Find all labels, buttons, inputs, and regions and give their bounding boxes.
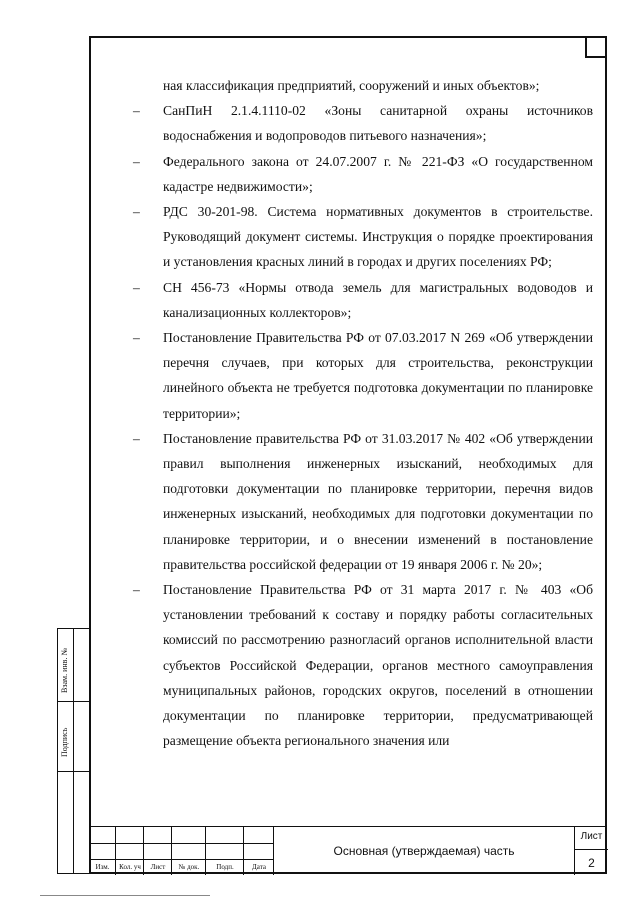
list-item-text: Постановление Правительства РФ от 07.03.2017 N 269 «Об утверждении перечня случаев, при которых для строительства, реконструкции линейного объекта не требуется подготовка документации по планировке территории»; (163, 330, 593, 421)
normative-list (113, 98, 593, 753)
list-item (113, 275, 593, 325)
list-dash: – (133, 153, 140, 169)
list-item (113, 98, 593, 148)
bottom-line (40, 895, 210, 896)
document-title: Основная (утверждаемая) часть (333, 844, 515, 858)
list-item-text: Постановление правительства РФ от 31.03.2017 № 402 «Об утверждении правил выполнения инженерных изысканий, необходимых для подготовки документации по планировке территории, перечня видов инженерных изысканий, необходимых для подготовки документации по планировке территории, и о внесении изменений в постановление правительства российской федерации от 19 января 2006 г. № 20»; (163, 430, 593, 572)
side-stamp (57, 628, 89, 874)
list-item (113, 325, 593, 426)
stamp-header: Кол. уч (119, 863, 141, 871)
list-dash: – (133, 204, 140, 220)
list-dash: – (133, 430, 140, 446)
list-item (113, 149, 593, 199)
side-inv-label: Взам. инв. № (60, 647, 69, 693)
continuation-text: ная классификация предприятий, сооружений и иных объектов»; (163, 78, 540, 93)
list-dash: – (133, 582, 140, 598)
corner-box (585, 36, 607, 58)
list-dash: – (133, 330, 140, 346)
list-item-text: СанПиН 2.1.4.1110-02 «Зоны санитарной охраны источников водоснабжения и водопроводов питьевого назначения»; (163, 103, 593, 144)
list-dash: – (133, 103, 140, 119)
stamp-header: Изм. (95, 863, 110, 871)
list-item (113, 426, 593, 577)
sheet-label: Лист (580, 831, 603, 842)
stamp-header: № док. (178, 863, 200, 871)
sheet-number: 2 (588, 856, 595, 870)
list-item-text: Федерального закона от 24.07.2007 г. № 221-ФЗ «О государственном кадастре недвижимости»; (163, 153, 593, 194)
stamp-header: Дата (252, 863, 266, 871)
stamp-header: Подп. (216, 863, 234, 871)
list-dash: – (133, 279, 140, 295)
list-item (113, 199, 593, 275)
document-body (113, 73, 593, 753)
sheet-box (574, 827, 608, 875)
list-item-text: Постановление Правительства РФ от 31 марта 2017 г. № 403 «Об установлении требований к составу и порядку работы согласительных комиссий по рассмотрению разногласий органов исполнительной власти субъектов Российской Федерации, органов местного самоуправления муниципальных районов, городских округов, поселений в отношении документации по планировке территории, предусматривающей размещение объекта регионального значения или (163, 582, 593, 749)
list-item (113, 577, 593, 753)
title-block (89, 826, 607, 875)
list-item-text: СН 456-73 «Нормы отвода земель для магистральных водоводов и канализационных коллекторов»; (163, 279, 593, 320)
list-item-text: РДС 30-201-98. Система нормативных документов в строительстве. Руководящий документ системы. Инструкция о порядке проектирования и установления красных линий в городах и других поселениях РФ; (163, 204, 593, 270)
stamp-header: Лист (150, 863, 166, 871)
side-sign-label: Подпись (60, 727, 69, 757)
